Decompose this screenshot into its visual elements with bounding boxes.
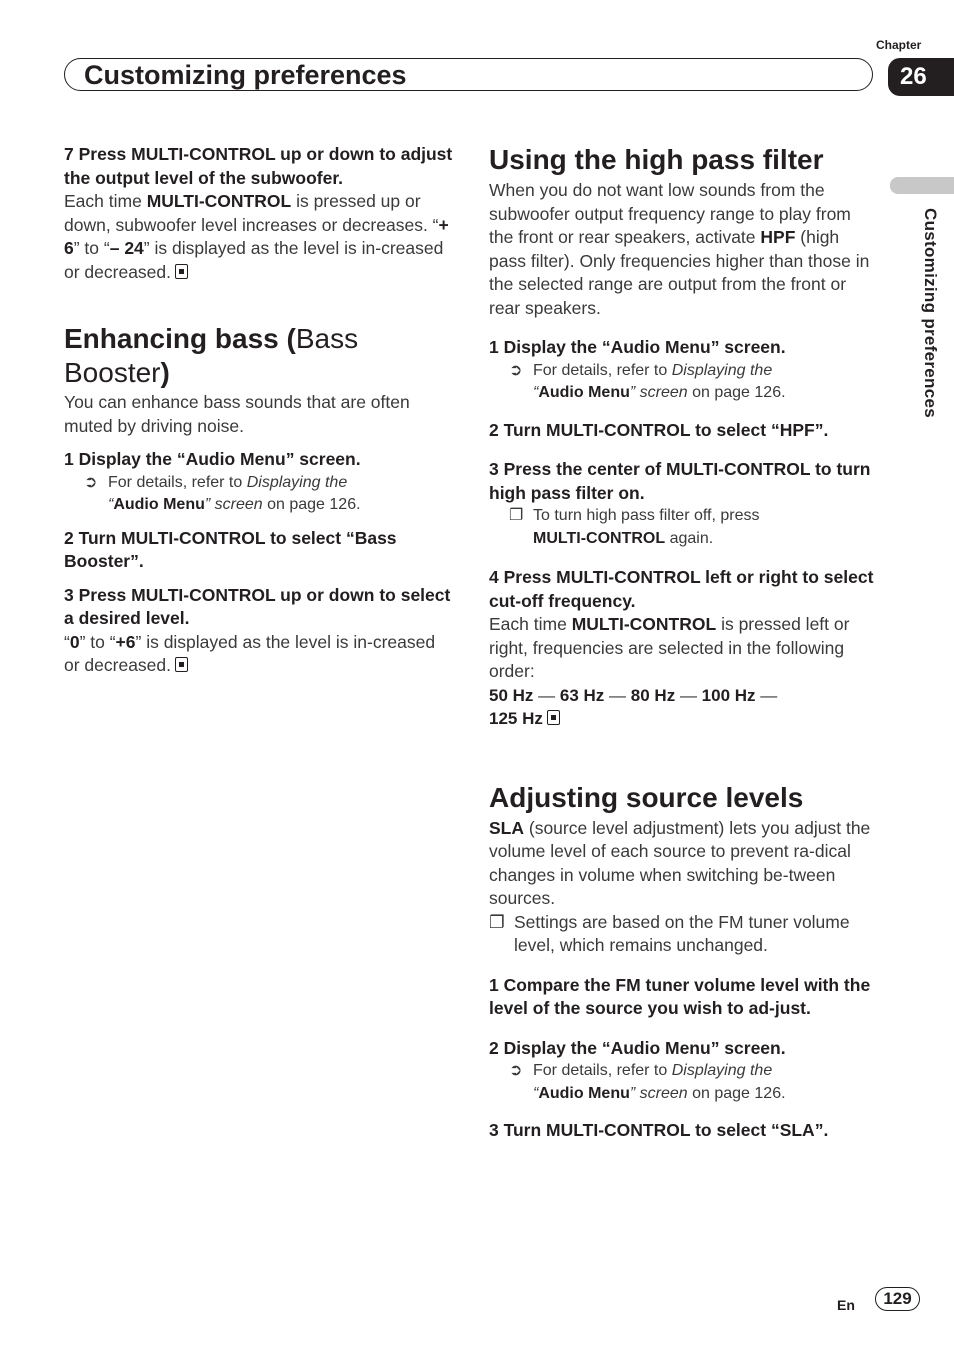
checkbox-note-icon: ❐ [489, 911, 505, 932]
arrow-right-icon: ➲ [84, 473, 98, 491]
hpf-note-3: ❐ To turn high pass filter off, press MULTI-CONTROL again. [509, 507, 760, 547]
step-7-text: Each time MULTI-CONTROL is pressed up or down, subwoofer level increases or decreases. “+ 6” to “– 24” is displayed as the level is in-creased or decreased. [64, 191, 449, 282]
bass-step-3: 3 Press MULTI-CONTROL up or down to select a desired level. [64, 584, 451, 628]
hpf-step-4: 4 Press MULTI-CONTROL left or right to select cut-off frequency. [489, 567, 874, 611]
bass-step-2: 2 Turn MULTI-CONTROL to select “Bass Booster”. [64, 527, 397, 571]
step-7-title: 7 Press MULTI-CONTROL up or down to adjust the output level of the subwoofer. [64, 144, 453, 188]
hpf-step-1: 1 Display the “Audio Menu” screen. [489, 337, 786, 357]
hpf-step-3: 3 Press the center of MULTI-CONTROL to turn high pass filter on. [489, 459, 871, 503]
arrow-right-icon: ➲ [509, 1062, 523, 1079]
chapter-number: 26 [888, 58, 954, 96]
arrow-right-icon: ➲ [509, 361, 523, 379]
hpf-heading: Using the high pass filter [489, 144, 824, 175]
end-mark-icon [175, 264, 188, 279]
checkbox-note-icon: ❐ [509, 507, 524, 524]
bass-step-1: 1 Display the “Audio Menu” screen. [64, 449, 361, 469]
bass-intro: You can enhance bass sounds that are often muted by driving noise. [64, 392, 410, 436]
side-tab-text: Customizing preferences [921, 208, 940, 419]
hpf-note-1: ➲ For details, refer to Displaying the “Audio Menu” screen on page 126. [509, 361, 786, 401]
language-label: En [837, 1297, 855, 1313]
sla-intro: SLA (source level adjustment) lets you adjust the volume level of each source to prevent ra-dical changes in volume when switching be-tween sources. [489, 817, 871, 908]
bass-note-1: ➲ For details, refer to Displaying the “Audio Menu” screen on page 126. [84, 473, 361, 513]
bass-heading: Enhancing bass (Bass Booster) [64, 323, 359, 388]
sla-step-3: 3 Turn MULTI-CONTROL to select “SLA”. [489, 1120, 829, 1140]
end-mark-icon [175, 657, 188, 672]
sla-note-2: ➲ For details, refer to Displaying the “Audio Menu” screen on page 126. [509, 1062, 786, 1102]
section-title: Customizing preferences [84, 60, 407, 90]
hpf-step-2: 2 Turn MULTI-CONTROL to select “HPF”. [489, 419, 829, 440]
sla-step-2: 2 Display the “Audio Menu” screen. [489, 1037, 786, 1058]
hpf-step-4-text: Each time MULTI-CONTROL is pressed left or right, frequencies are selected in the following order: [489, 614, 850, 681]
chapter-label: Chapter [876, 38, 922, 52]
bass-step-3-text: “0” to “+6” is displayed as the level is in-creased or decreased. [64, 631, 436, 675]
left-column [64, 143, 454, 678]
end-mark-icon [547, 710, 560, 725]
hpf-intro: When you do not want low sounds from the subwoofer output frequency range to play from the front or rear speakers, activate HPF (high pass filter). Only frequencies higher than those in the selected range are output from the front or rear speakers. [489, 180, 870, 318]
page-number: 129 [875, 1287, 920, 1311]
sla-heading: Adjusting source levels [489, 781, 804, 813]
right-column [489, 143, 879, 1143]
frequency-order: 50 Hz — 63 Hz — 80 Hz — 100 Hz — 125 Hz [489, 685, 778, 728]
side-tab [890, 177, 954, 194]
sla-note: ❐ Settings are based on the FM tuner volume level, which remains unchanged. [489, 911, 850, 955]
sla-step-1: 1 Compare the FM tuner volume level with the level of the source you wish to ad-just. [489, 974, 871, 1018]
